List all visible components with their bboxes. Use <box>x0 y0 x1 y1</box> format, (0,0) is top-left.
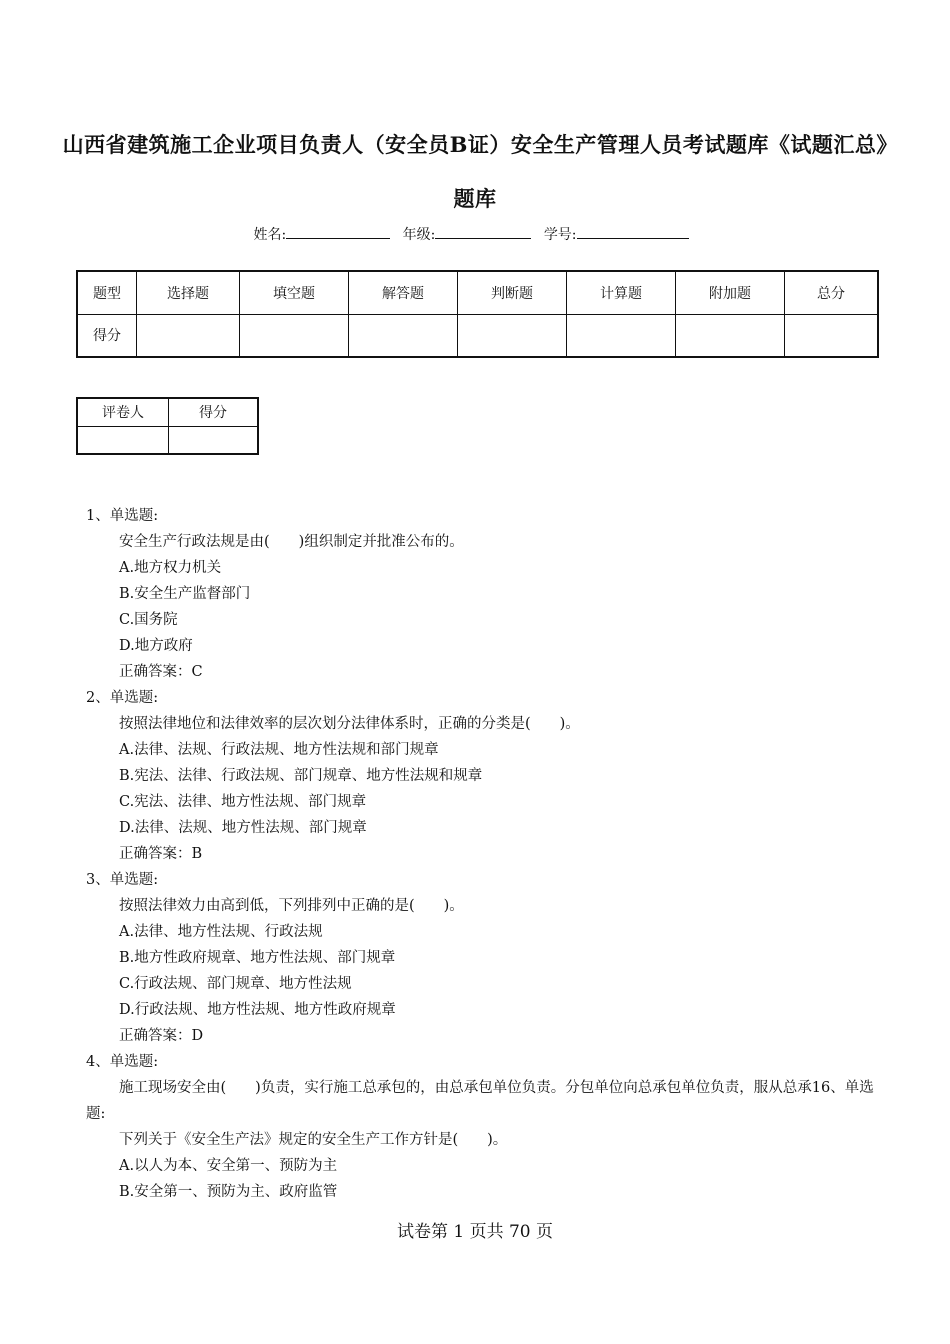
score-table <box>76 270 879 358</box>
score-table-header-row <box>77 271 878 314</box>
grader-header-cell: 评卷人 <box>77 398 169 426</box>
question-heading: 1、单选题: <box>86 508 159 524</box>
header-cell: 计算题 <box>567 271 676 314</box>
option: B.安全生产监督部门 <box>119 586 251 602</box>
question-heading: 4、单选题: <box>86 1054 159 1070</box>
document-title: 山西省建筑施工企业项目负责人（安全员B证）安全生产管理人员考试题库《试题汇总》题库 <box>62 132 888 211</box>
answer: 正确答案：D <box>119 1028 204 1044</box>
score-cell[interactable] <box>137 314 240 357</box>
grade-label: 年级: <box>402 227 436 243</box>
header-cell: 填空题 <box>240 271 349 314</box>
page-footer: 试卷第 1 页共 70 页 <box>396 1222 554 1242</box>
header-cell: 解答题 <box>349 271 458 314</box>
question-stem: 按照法律效力由高到低，下列排列中正确的是( )。 <box>119 898 464 914</box>
score-cell[interactable] <box>567 314 676 357</box>
score-row-label: 得分 <box>77 314 137 357</box>
grader-cell[interactable] <box>169 426 259 454</box>
grader-header-cell: 得分 <box>169 398 259 426</box>
question-stem: 下列关于《安全生产法》规定的安全生产工作方针是( )。 <box>119 1132 508 1148</box>
header-cell: 题型 <box>77 271 137 314</box>
option: B.安全第一、预防为主、政府监管 <box>119 1184 338 1200</box>
question-heading: 2、单选题: <box>86 690 159 706</box>
grader-table <box>76 397 259 455</box>
option: A.法律、地方性法规、行政法规 <box>119 924 323 940</box>
option: D.行政法规、地方性法规、地方性政府规章 <box>119 1002 396 1018</box>
option: A.以人为本、安全第一、预防为主 <box>119 1158 338 1174</box>
option: B.地方性政府规章、地方性法规、部门规章 <box>119 950 396 966</box>
score-cell[interactable] <box>676 314 785 357</box>
name-label: 姓名: <box>253 227 287 243</box>
option: C.宪法、法律、地方性法规、部门规章 <box>119 794 367 810</box>
id-label: 学号: <box>543 227 577 243</box>
question-list <box>86 503 886 1205</box>
student-info-line <box>0 224 950 245</box>
question-stem: 施工现场安全由( )负责，实行施工总承包的，由总承包单位负责。分包单位向总承包单位负责，服从总承16、单选题: <box>86 1080 874 1122</box>
header-cell: 选择题 <box>137 271 240 314</box>
question-item <box>86 685 886 867</box>
id-blank <box>577 224 689 239</box>
score-table-score-row <box>77 314 878 357</box>
option: D.地方政府 <box>119 638 193 654</box>
question-item <box>86 503 886 685</box>
question-heading: 3、单选题: <box>86 872 159 888</box>
question-item <box>86 867 886 1049</box>
option: A.地方权力机关 <box>119 560 222 576</box>
header-cell: 附加题 <box>676 271 785 314</box>
score-cell[interactable] <box>785 314 879 357</box>
option: C.国务院 <box>119 612 178 628</box>
answer: 正确答案：B <box>119 846 203 862</box>
name-blank <box>286 224 390 239</box>
score-cell[interactable] <box>240 314 349 357</box>
grader-cell[interactable] <box>77 426 169 454</box>
score-cell[interactable] <box>458 314 567 357</box>
option: A.法律、法规、行政法规、地方性法规和部门规章 <box>119 742 439 758</box>
answer: 正确答案：C <box>119 664 203 680</box>
score-cell[interactable] <box>349 314 458 357</box>
grade-blank <box>435 224 531 239</box>
option: C.行政法规、部门规章、地方性法规 <box>119 976 352 992</box>
grader-table-header-row <box>77 398 258 426</box>
option: D.法律、法规、地方性法规、部门规章 <box>119 820 367 836</box>
grader-table-blank-row <box>77 426 258 454</box>
question-item <box>86 1049 886 1205</box>
header-cell: 总分 <box>785 271 879 314</box>
option: B.宪法、法律、行政法规、部门规章、地方性法规和规章 <box>119 768 483 784</box>
header-cell: 判断题 <box>458 271 567 314</box>
question-stem: 安全生产行政法规是由( )组织制定并批准公布的。 <box>119 534 464 550</box>
question-stem: 按照法律地位和法律效率的层次划分法律体系时，正确的分类是( )。 <box>119 716 580 732</box>
